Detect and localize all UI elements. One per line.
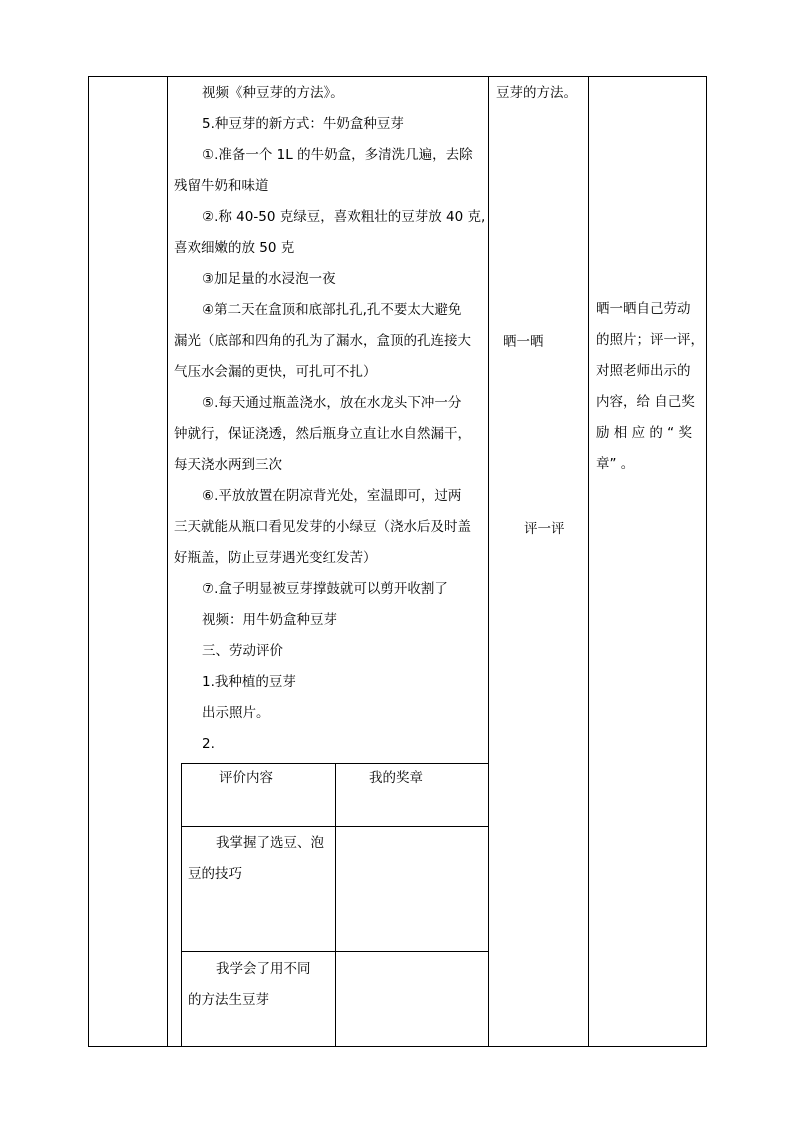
- content-line-step7: ⑦.盒子明显被豆芽撑鼓就可以剪开收割了: [202, 581, 448, 597]
- content-line-step5-cont2: 每天浇水两到三次: [174, 457, 282, 473]
- content-line-step1: ①.准备一个 1L 的牛奶盒，多清洗几遍，去除: [202, 147, 473, 163]
- content-line-video-milk-box: 视频：用牛奶盒种豆芽: [202, 612, 337, 628]
- design-intent-column: [596, 294, 704, 480]
- content-line-eval-item2: 2.: [202, 736, 215, 752]
- eval-header-content-label: 评价内容: [219, 770, 273, 786]
- content-line-eval-item1: 1.我种植的豆芽: [202, 674, 296, 690]
- student-activity-top-text: 豆芽的方法。: [496, 85, 577, 101]
- student-activity-column: [496, 78, 584, 109]
- content-line-new-method-title: 5.种豆芽的新方式：牛奶盒种豆芽: [202, 116, 404, 132]
- student-activity-show-label: 晒一晒: [503, 334, 544, 350]
- design-intent-line-1: 晒一晒自己劳动: [596, 301, 691, 317]
- content-line-step4-cont2: 气压水会漏的更快，可扎可不扎）: [174, 364, 377, 380]
- design-intent-line-4: 内容，给 自己奖: [596, 394, 695, 410]
- eval-header-medal-label: 我的奖章: [369, 770, 423, 786]
- content-line-step4: ④第二天在盒顶和底部扎孔,孔不要太大避免: [202, 302, 462, 318]
- content-line-section-evaluation: 三、劳动评价: [202, 643, 283, 659]
- content-line-step6-cont2: 好瓶盖，防止豆芽遇光变红发苦）: [174, 550, 377, 566]
- content-line-step5: ⑤.每天通过瓶盖浇水，放在水龙头下冲一分: [202, 395, 462, 411]
- content-line-step2: ②.称 40-50 克绿豆，喜欢粗壮的豆芽放 40 克,: [202, 209, 486, 225]
- design-intent-line-2: 的照片；评一评，: [596, 332, 704, 348]
- eval-table-row-2-medal: [336, 952, 488, 1046]
- eval-row-2-line-2: 的方法生豆芽: [188, 992, 269, 1008]
- eval-table-header-medal: [369, 763, 423, 794]
- content-line-step6-cont1: 三天就能从瓶口看见发芽的小绿豆（浇水后及时盖: [174, 519, 471, 535]
- content-line-step6: ⑥.平放放置在阴凉背光处，室温即可，过两: [202, 488, 462, 504]
- outer-table-divider-1: [167, 76, 168, 1047]
- design-intent-line-6: 章” 。: [596, 456, 635, 472]
- eval-row-2-line-1: 我学会了用不同: [216, 961, 311, 977]
- eval-table-row-1-medal: [336, 827, 488, 951]
- outer-table-divider-2: [488, 76, 489, 1047]
- student-activity-rate-label: 评一评: [524, 521, 565, 537]
- eval-table-row-2-content: [188, 954, 311, 1016]
- eval-table-header-content: [219, 763, 273, 794]
- content-line-show-photo: 出示照片。: [202, 705, 270, 721]
- eval-row-1-line-2: 豆的技巧: [188, 866, 242, 882]
- eval-row-1-line-1: 我掌握了选豆、泡: [216, 835, 324, 851]
- eval-table-row-1-content: [188, 828, 324, 890]
- outer-table-divider-3: [588, 76, 589, 1047]
- content-line-video-method: 视频《种豆芽的方法》。: [202, 85, 344, 101]
- column-1-cell: [89, 77, 167, 1046]
- eval-table-left-border: [181, 763, 182, 1047]
- outer-table-top-border: [88, 76, 707, 77]
- content-line-step2-cont: 喜欢细嫩的放 50 克: [174, 240, 295, 256]
- outer-table-right-border: [706, 76, 707, 1047]
- content-line-step4-cont1: 漏光（底部和四角的孔为了漏水，盒顶的孔连接大: [174, 333, 471, 349]
- content-line-step5-cont1: 钟就行，保证浇透，然后瓶身立直让水自然漏干，: [174, 426, 471, 442]
- teaching-process-content: [174, 78, 484, 760]
- design-intent-line-3: 对照老师出示的: [596, 363, 691, 379]
- content-line-step1-cont: 残留牛奶和味道: [174, 178, 269, 194]
- content-line-step3: ③加足量的水浸泡一夜: [202, 271, 336, 287]
- design-intent-line-5: 励 相 应 的 “ 奖: [596, 425, 692, 441]
